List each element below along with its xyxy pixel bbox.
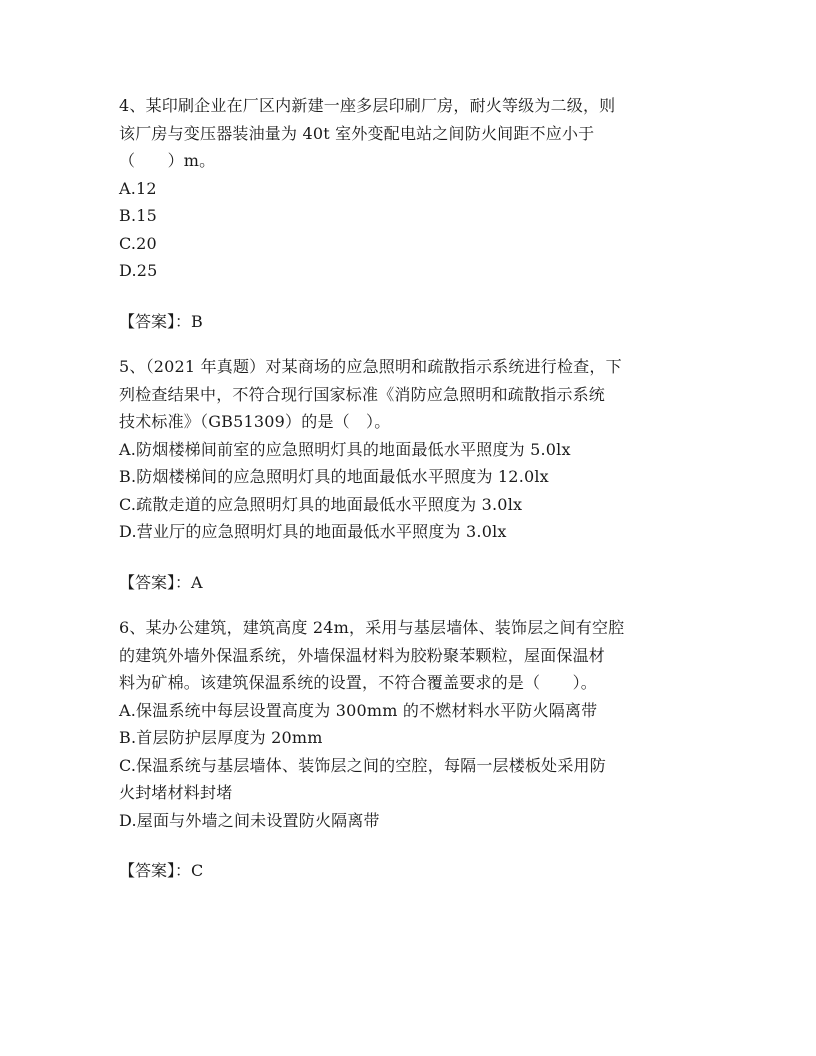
question-4-option-a: A.12	[119, 178, 157, 198]
answer-label: 【答案】：	[119, 572, 192, 592]
question-6-option-c-cont: 火封堵材料封堵	[119, 783, 233, 802]
question-5-answer	[119, 569, 704, 597]
question-5-option-b: B.防烟楼梯间的应急照明灯具的地面最低水平照度为 12.0lx	[119, 467, 549, 486]
question-5-line-3: 技术标准》（GB51309）的是（ ）。	[119, 412, 391, 431]
question-4-option-c: C.20	[119, 233, 157, 253]
question-6-option-c: C.保温系统与基层墙体、装饰层之间的空腔，每隔一层楼板处采用防	[119, 755, 606, 775]
question-5-option-a: A.防烟楼梯间前室的应急照明灯具的地面最低水平照度为 5.0lx	[119, 439, 571, 459]
question-4-answer	[119, 308, 704, 336]
question-6-option-d: D.屋面与外墙之间未设置防火隔离带	[119, 810, 380, 830]
answer-value: C	[191, 861, 204, 880]
question-4-line-3: （ ）m。	[119, 151, 216, 170]
question-5-option-c: C.疏散走道的应急照明灯具的地面最低水平照度为 3.0lx	[119, 494, 523, 514]
question-6-line-3: 料为矿棉。该建筑保温系统的设置，不符合覆盖要求的是（ ）。	[119, 673, 598, 692]
question-6-option-a: A.保温系统中每层设置高度为 300mm 的不燃材料水平防火隔离带	[119, 700, 598, 720]
document-page	[119, 92, 704, 903]
question-4-line-1: 4、某印刷企业在厂区内新建一座多层印刷厂房，耐火等级为二级，则	[119, 96, 616, 115]
question-4-option-d: D.25	[119, 261, 158, 280]
answer-label: 【答案】：	[119, 311, 192, 331]
question-6-answer	[119, 857, 704, 885]
question-6-line-2: 的建筑外墙外保温系统，外墙保温材料为胶粉聚苯颗粒，屋面保温材	[119, 645, 606, 665]
question-5-option-d: D.营业厅的应急照明灯具的地面最低水平照度为 3.0lx	[119, 522, 507, 541]
question-6-option-b: B.首层防护层厚度为 20mm	[119, 728, 323, 747]
answer-value: A	[191, 572, 203, 592]
question-6-line-1: 6、某办公建筑，建筑高度 24m，采用与基层墙体、装饰层之间有空腔	[119, 618, 625, 637]
question-4-line-2: 该厂房与变压器装油量为 40t 室外变配电站之间防火间距不应小于	[119, 123, 595, 143]
question-4-option-b: B.15	[119, 206, 158, 225]
question-4	[119, 92, 704, 335]
question-5	[119, 353, 704, 596]
question-6	[119, 614, 704, 885]
question-5-line-2: 列检查结果中，不符合现行国家标准《消防应急照明和疏散指示系统	[119, 384, 606, 404]
answer-label: 【答案】：	[119, 861, 192, 880]
answer-value: B	[191, 311, 203, 331]
question-5-line-1: 5、（2021 年真题）对某商场的应急照明和疏散指示系统进行检查，下	[119, 357, 622, 376]
